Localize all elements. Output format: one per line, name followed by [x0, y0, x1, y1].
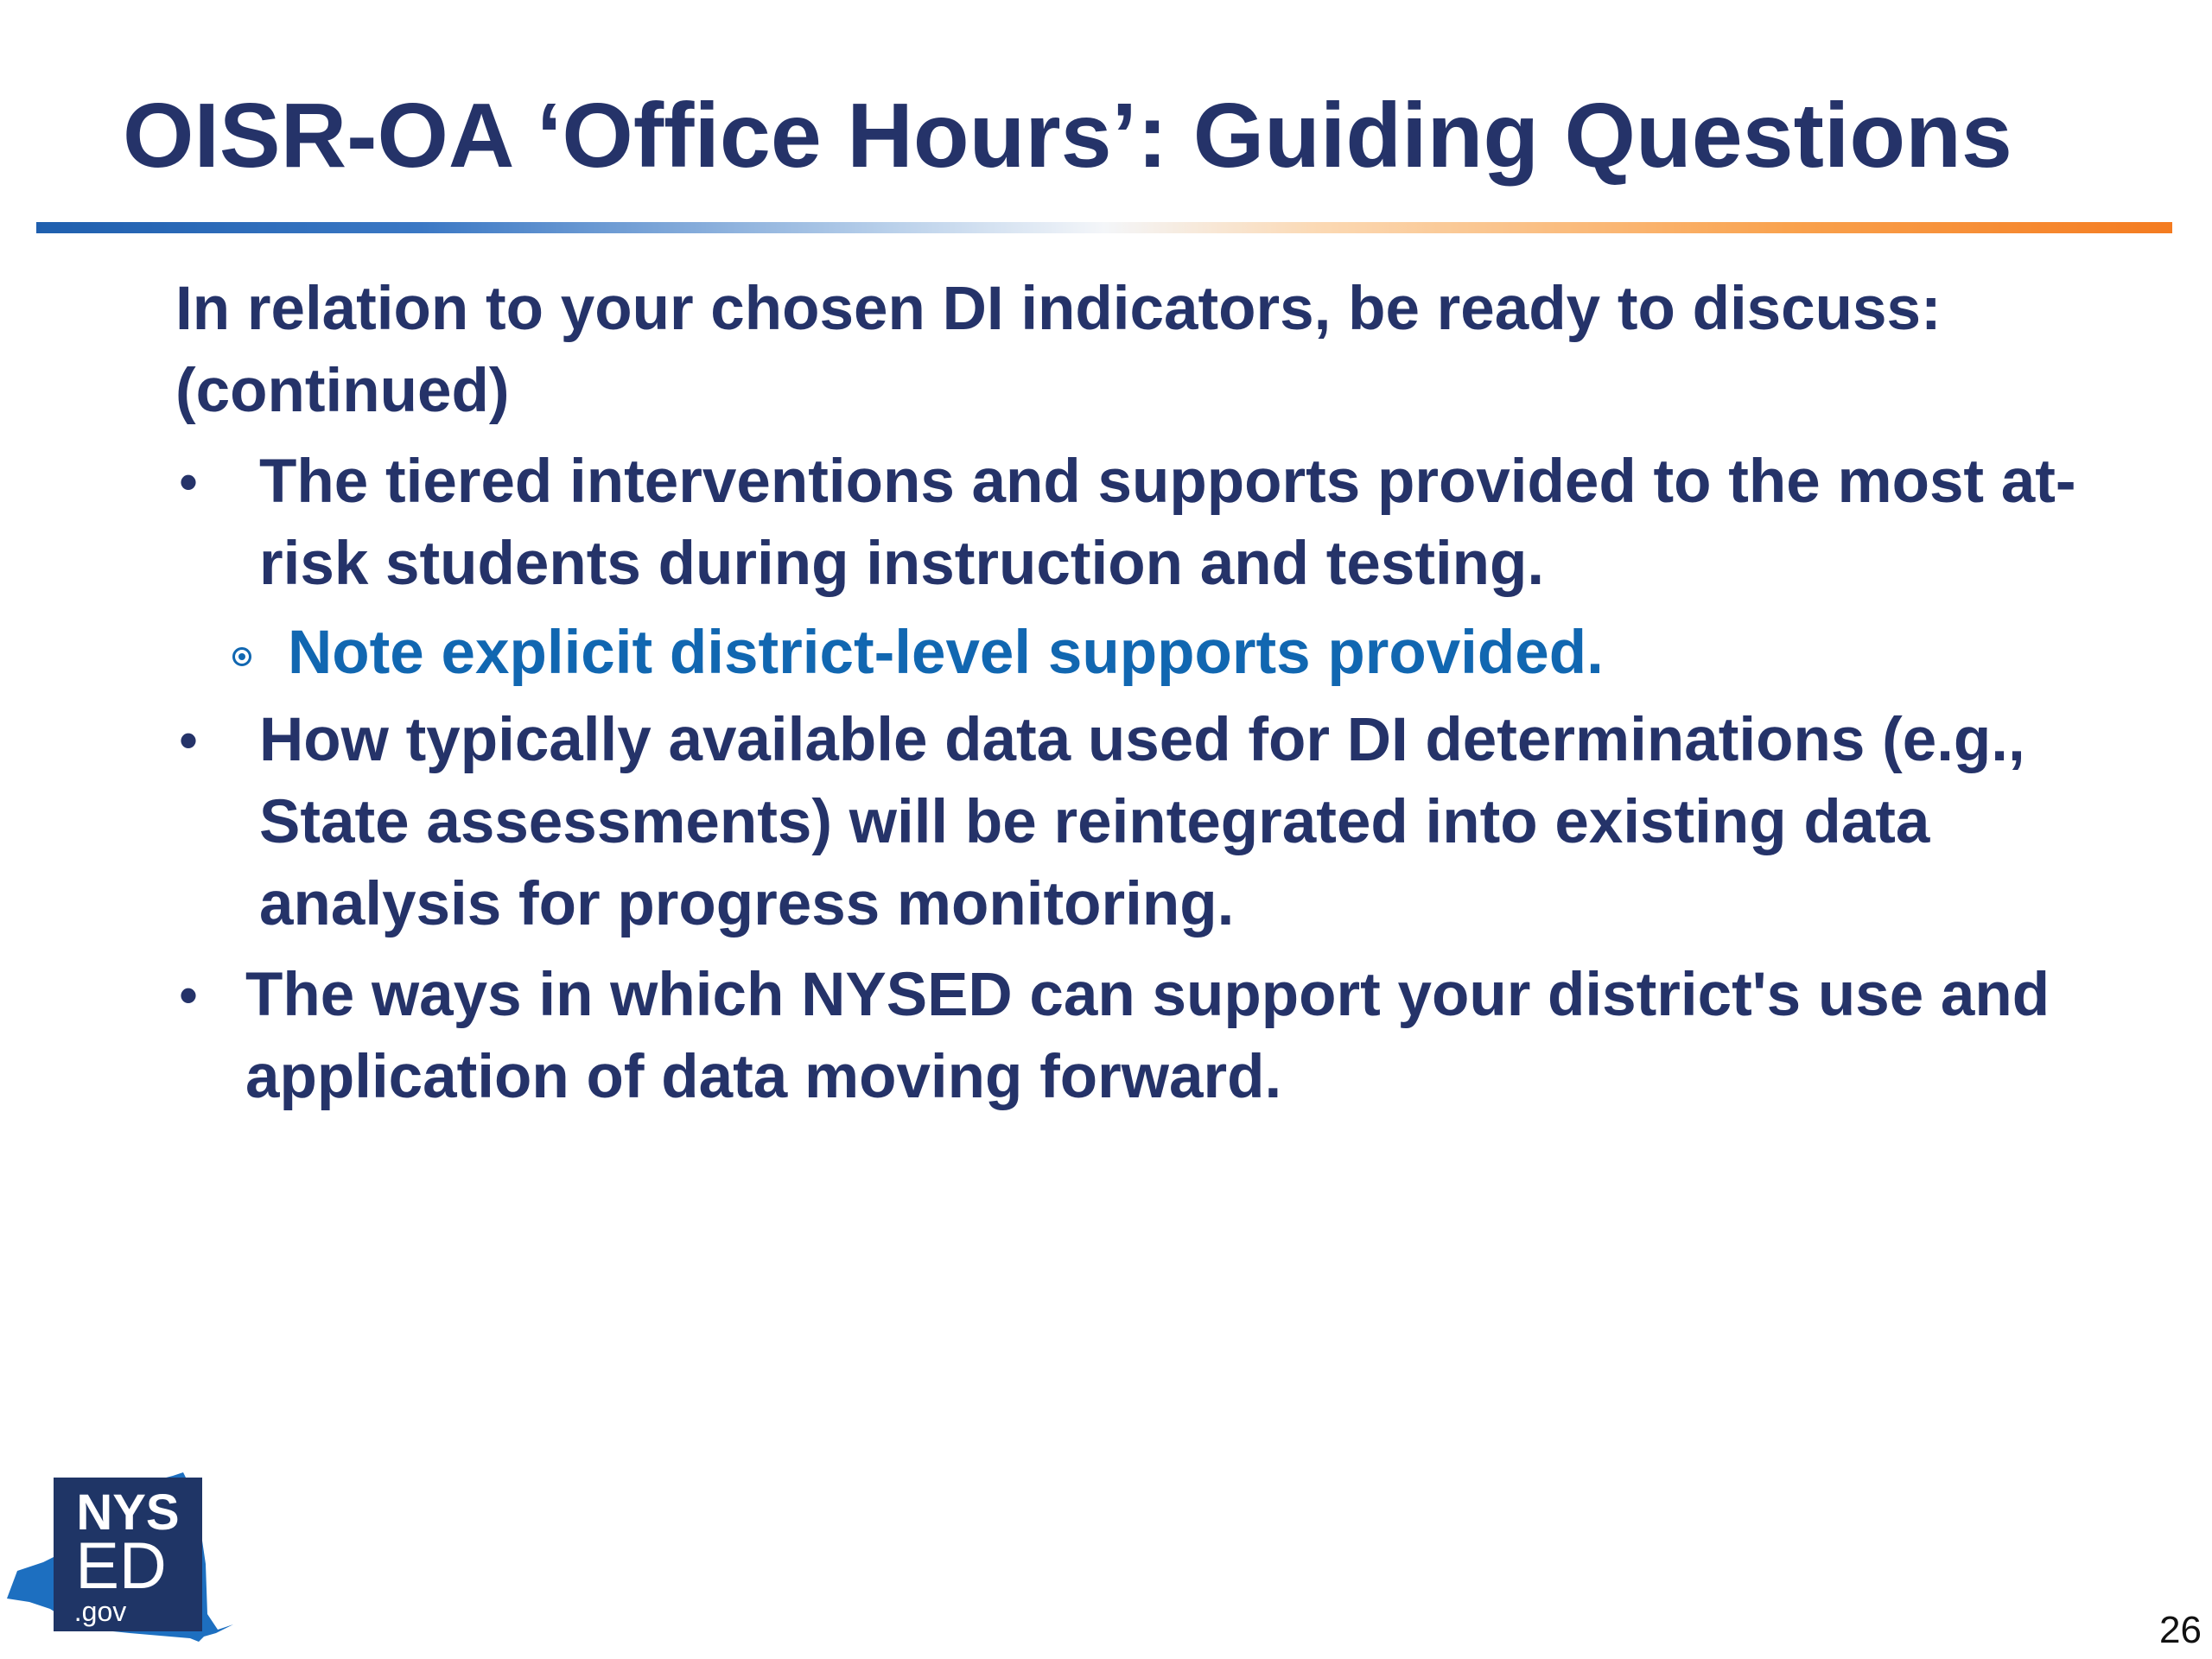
bullet-text: The ways in which NYSED can support your district's use and application of data moving forward. [245, 961, 2050, 1111]
bullet-icon: • [179, 711, 198, 769]
bullet-text: The tiered interventions and supports provided to the most at-risk students during instruction and testing. [259, 448, 2076, 598]
bullet-item [175, 954, 2120, 1118]
nysed-logo [0, 1460, 242, 1650]
title-divider [36, 222, 2172, 233]
logo-line-3: .gov [73, 1596, 127, 1627]
bullet-text: How typically available data used for DI determinations (e.g., State assessments) will be reintegrated into existing data analysis for progress monitoring. [259, 706, 2025, 938]
logo-line-2: ED [75, 1529, 167, 1603]
sub-bullet-item [175, 612, 2120, 694]
slide-body [175, 268, 2120, 1118]
page-number: 26 [2159, 1609, 2202, 1651]
slide-title: OISR-OA ‘Office Hours’: Guiding Questions [123, 85, 2012, 187]
intro-text: In relation to your chosen DI indicators, be ready to discuss: (continued) [175, 275, 1942, 425]
bullet-icon: • [179, 453, 198, 511]
logo-line-1: NYS [76, 1484, 180, 1541]
bullet-item [175, 441, 2120, 605]
bullet-item [175, 699, 2120, 945]
bullet-icon: • [179, 966, 198, 1024]
sub-bullet-text: Note explicit district-level supports provided. [288, 619, 1604, 687]
circle-bullet-icon [232, 647, 251, 666]
